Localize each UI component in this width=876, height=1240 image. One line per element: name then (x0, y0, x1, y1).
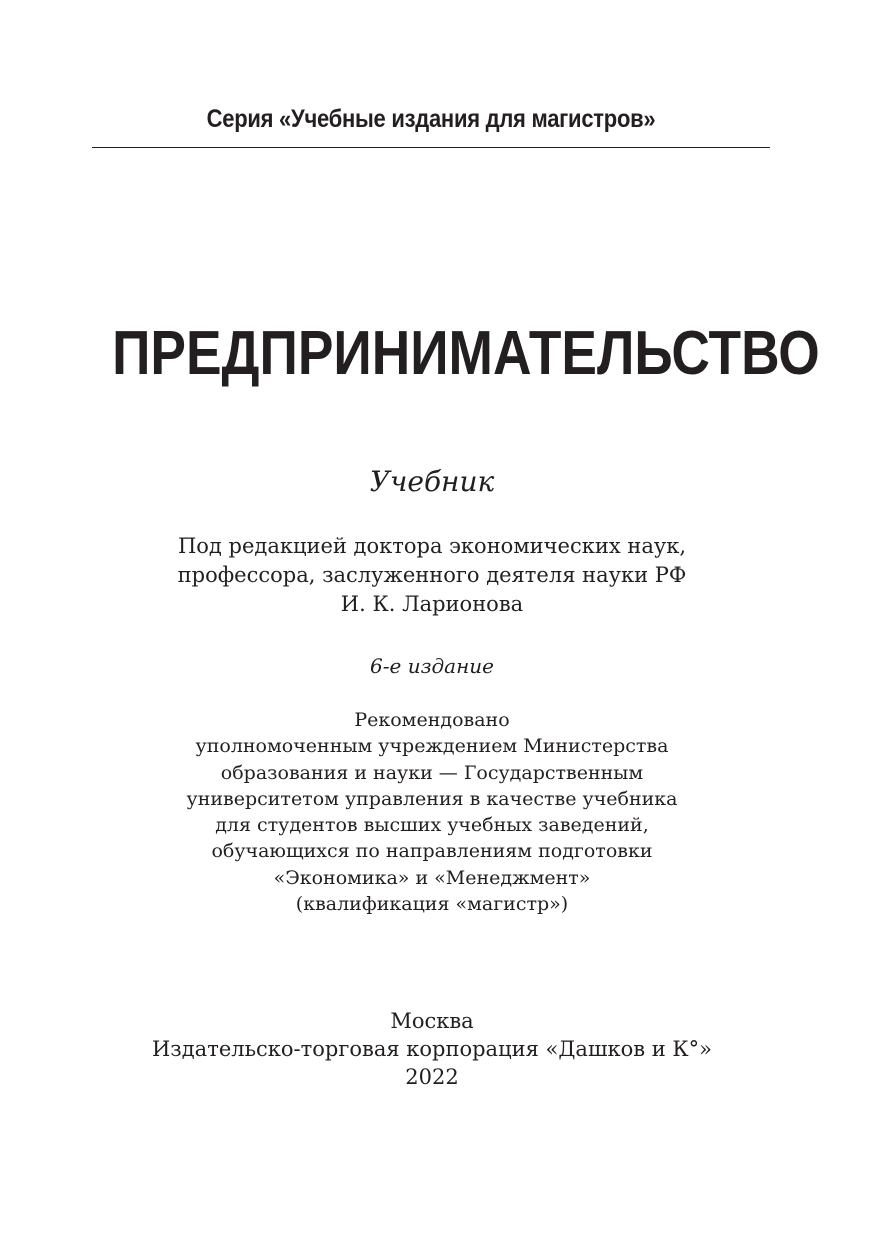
recommendation-line: для студентов высших учебных заведений, (215, 814, 649, 837)
series-heading: Серия «Учебные издания для магистров» (206, 105, 656, 133)
recommendation-line: (квалификация «магистр») (295, 893, 569, 916)
recommendation-line: Рекомендовано (354, 709, 510, 731)
publisher-name: Издательско-торговая корпорация «Дашков и К°» (151, 1037, 713, 1061)
recommendation-line: обучающихся по направлениям подготовки (211, 840, 653, 863)
editor-line: Под редакцией доктора экономических наук, (177, 534, 687, 558)
book-type: Учебник (369, 465, 495, 498)
editor-line: профессора, заслуженного деятеля науки РФ (177, 563, 687, 587)
book-title: ПРЕДПРИНИМАТЕЛЬСТВО (112, 319, 820, 388)
recommendation-line: уполномоченным учреждением Министерства (195, 735, 669, 758)
recommendation-line: университетом управления в качестве учебника (186, 787, 678, 810)
edition-label: 6-е издание (370, 654, 494, 678)
recommendation-line: образования и науки — Государственным (220, 761, 644, 784)
editor-name: И. К. Ларионова (340, 592, 524, 616)
editor-block (0, 532, 864, 619)
recommendation-line: «Экономика» и «Менеджмент» (273, 866, 591, 889)
publisher-block (0, 1007, 864, 1091)
header-rule (92, 147, 770, 148)
recommendation-block (0, 707, 864, 917)
publication-year: 2022 (405, 1065, 459, 1089)
publisher-city: Москва (390, 1009, 474, 1033)
